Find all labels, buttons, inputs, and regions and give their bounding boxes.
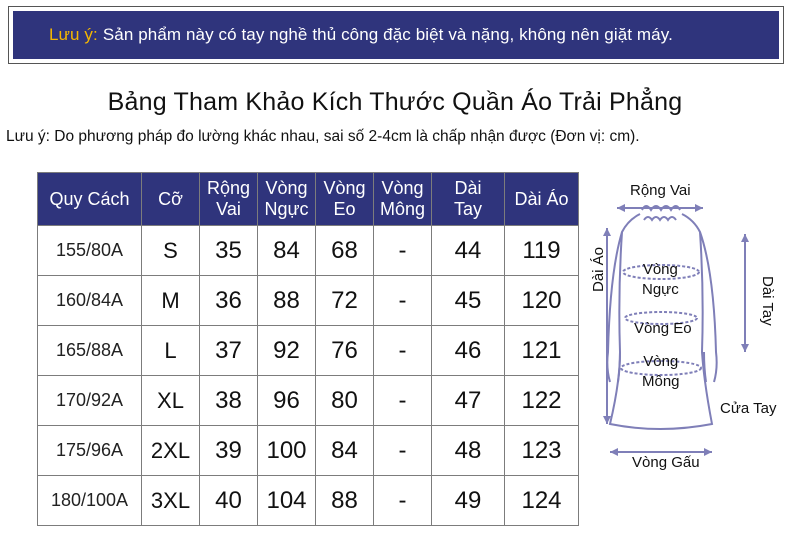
value-cell: 88	[316, 476, 374, 526]
spec-cell: 175/96A	[38, 426, 142, 476]
table-row	[38, 376, 579, 426]
size-cell: M	[142, 276, 200, 326]
arrow-up-icon	[603, 228, 611, 236]
collar-ruffle-lower	[644, 217, 676, 220]
table-row	[38, 226, 579, 276]
value-cell: 88	[258, 276, 316, 326]
value-cell: 123	[505, 426, 579, 476]
table-row	[38, 476, 579, 526]
value-cell: 39	[200, 426, 258, 476]
value-cell: 80	[316, 376, 374, 426]
spec-cell: 155/80A	[38, 226, 142, 276]
value-cell: 121	[505, 326, 579, 376]
value-cell: 68	[316, 226, 374, 276]
size-cell: 2XL	[142, 426, 200, 476]
value-cell: 100	[258, 426, 316, 476]
value-cell: 76	[316, 326, 374, 376]
notice-banner	[8, 6, 784, 64]
value-cell: 44	[432, 226, 505, 276]
value-cell: 48	[432, 426, 505, 476]
page-title-text: Bảng Tham Khảo Kích Thước Quần Áo Trải Phẳng	[107, 88, 683, 116]
garment-diagram	[580, 172, 785, 482]
arrow-left-icon	[617, 204, 625, 212]
column-header: Vòng Ngực	[258, 173, 316, 226]
spec-cell: 160/84A	[38, 276, 142, 326]
spec-cell: 170/92A	[38, 376, 142, 426]
value-cell: 84	[316, 426, 374, 476]
spec-cell: 180/100A	[38, 476, 142, 526]
column-header: Vòng Eo	[316, 173, 374, 226]
value-cell: -	[374, 476, 432, 526]
arrow-right-icon	[695, 204, 703, 212]
value-cell: 36	[200, 276, 258, 326]
column-header: Dài Tay	[432, 173, 505, 226]
value-cell: 46	[432, 326, 505, 376]
value-cell: 35	[200, 226, 258, 276]
label-cuff: Cửa Tay	[720, 400, 777, 417]
arrow-down-icon	[741, 344, 749, 352]
table-row	[38, 326, 579, 376]
page-title	[0, 88, 790, 117]
column-header: Vòng Mông	[374, 173, 432, 226]
label-chest: Vòng Ngực	[642, 261, 679, 298]
value-cell: 120	[505, 276, 579, 326]
notice-text: Sản phẩm này có tay nghề thủ công đặc biệt và nặng, không nên giặt máy.	[102, 25, 673, 44]
table-body	[38, 226, 579, 526]
arrow-left-icon	[610, 448, 618, 456]
value-cell: 96	[258, 376, 316, 426]
value-cell: 40	[200, 476, 258, 526]
value-cell: 72	[316, 276, 374, 326]
size-table	[37, 172, 579, 526]
table-row	[38, 426, 579, 476]
label-hip: Vòng Mông	[642, 353, 680, 390]
value-cell: -	[374, 426, 432, 476]
label-hem: Vòng Gấu	[632, 454, 700, 471]
notice-prefix: Lưu ý:	[49, 25, 98, 44]
column-header: Quy Cách	[38, 173, 142, 226]
column-header: Rộng Vai	[200, 173, 258, 226]
measurement-note: Lưu ý: Do phương pháp đo lường khác nhau, sai số 2-4cm là chấp nhận được (Đơn vị: cm).	[6, 128, 640, 145]
size-cell: L	[142, 326, 200, 376]
value-cell: -	[374, 326, 432, 376]
size-cell: XL	[142, 376, 200, 426]
column-header: Dài Áo	[505, 173, 579, 226]
value-cell: 47	[432, 376, 505, 426]
table-row	[38, 276, 579, 326]
value-cell: 119	[505, 226, 579, 276]
value-cell: 38	[200, 376, 258, 426]
value-cell: 122	[505, 376, 579, 426]
value-cell: -	[374, 276, 432, 326]
arrow-up-icon	[741, 234, 749, 242]
value-cell: -	[374, 376, 432, 426]
value-cell: 104	[258, 476, 316, 526]
table-header-row	[38, 173, 579, 226]
spec-cell: 165/88A	[38, 326, 142, 376]
label-shoulder: Rộng Vai	[630, 182, 691, 199]
label-length: Dài Áo	[590, 246, 607, 292]
value-cell: 84	[258, 226, 316, 276]
value-cell: 37	[200, 326, 258, 376]
column-header: Cỡ	[142, 173, 200, 226]
value-cell: 124	[505, 476, 579, 526]
value-cell: -	[374, 226, 432, 276]
value-cell: 92	[258, 326, 316, 376]
notice-banner-inner	[13, 11, 779, 59]
arrow-right-icon	[704, 448, 712, 456]
value-cell: 45	[432, 276, 505, 326]
label-waist: Vòng Eo	[634, 320, 692, 337]
value-cell: 49	[432, 476, 505, 526]
size-cell: 3XL	[142, 476, 200, 526]
size-cell: S	[142, 226, 200, 276]
label-sleeve-length: Dài Tay	[759, 276, 776, 326]
